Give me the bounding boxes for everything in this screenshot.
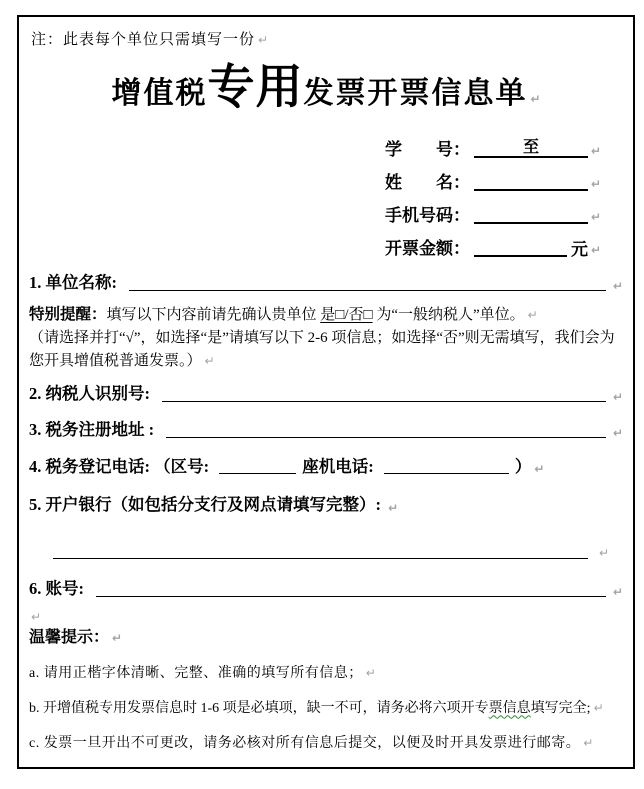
name-label: 姓 名： (385, 172, 470, 192)
pilcrow-mark: ↵ (258, 33, 270, 47)
tax-address-label: 3. 税务注册地址 : (29, 420, 159, 440)
student-number-line[interactable]: 至 (474, 139, 588, 159)
tips-header-row (29, 624, 623, 647)
amount-row (385, 226, 601, 259)
pilcrow-mark: ↵ (593, 700, 604, 715)
area-code-line[interactable] (219, 471, 296, 474)
tip-a-text: a. 请用正楷字体清晰、完整、准确的填写所有信息； (29, 665, 363, 681)
name-row (385, 160, 601, 193)
tip-b-text-after: 填写完全; (530, 700, 591, 716)
mobile-line[interactable] (474, 216, 588, 224)
taxpayer-id-row (29, 384, 623, 405)
taxpayer-id-label: 2. 纳税人识别号: (29, 384, 155, 404)
title-prefix: 增值税 (111, 77, 208, 110)
notice-lead: 特别提醒： (29, 305, 107, 323)
account-row (29, 579, 623, 600)
tip-b (29, 697, 623, 717)
mobile-label: 手机号码： (385, 205, 470, 225)
page-frame (17, 15, 635, 769)
pilcrow-mark: ↵ (590, 210, 601, 225)
title-emphasis: 专用 (207, 62, 304, 114)
taxpayer-id-line[interactable] (162, 399, 606, 402)
note-line (31, 28, 623, 49)
notice-text-after: 为“一般纳税人”单位。 (372, 306, 525, 323)
tax-address-row (29, 420, 623, 441)
tip-c-text: c. 发票一旦开出不可更改，请务必核对所有信息后提交，以便及时开具发票进行邮寄。 (29, 735, 581, 751)
notice-text-before: 填写以下内容前请先确认贵单位 (106, 306, 321, 323)
spellcheck-wavy-text: 票信息 (488, 700, 531, 716)
company-name-line[interactable] (129, 288, 606, 291)
account-line[interactable] (96, 594, 606, 597)
bank-label: 5. 开户银行（如包括分支行及网点请填写完整）: (29, 495, 386, 515)
mobile-row (385, 193, 601, 226)
notice-paren-text: （请选择并打“√”，如选择“是”请填写以下 2-6 项信息；如选择“否”则无需填写，我们会为您开具增值税普通发票。） (29, 330, 615, 369)
student-number-row (385, 127, 601, 160)
taxpayer-yes-no-checkboxes[interactable]: 是□/否□ (320, 306, 373, 323)
tax-phone-label: 4. 税务登记电话: (29, 456, 155, 476)
bank-fill-line-row (53, 546, 619, 559)
company-name-row (29, 273, 623, 294)
pilcrow-mark: ↵ (527, 307, 538, 322)
landline-label: 座机电话: (302, 456, 378, 476)
student-number-label: 学 号： (385, 139, 470, 159)
pilcrow-mark: ↵ (365, 665, 377, 680)
tip-c (29, 732, 623, 752)
pilcrow-mark: ↵ (612, 584, 623, 599)
pilcrow-mark: ↵ (534, 462, 545, 477)
pilcrow-mark: ↵ (31, 609, 42, 624)
bank-fill-line[interactable] (53, 556, 588, 559)
special-notice (29, 303, 623, 327)
amount-unit: 元 (570, 239, 588, 259)
page-title (29, 64, 623, 113)
pilcrow-mark: ↵ (388, 500, 399, 515)
pilcrow-mark: ↵ (530, 92, 541, 106)
header-fields-block (385, 127, 601, 259)
pilcrow-mark: ↵ (612, 390, 623, 405)
pilcrow-mark: ↵ (590, 243, 601, 258)
tip-b-text-before: b. 开增值税专用发票信息时 1-6 项是必填项，缺一不可，请务必将六项开专 (29, 700, 489, 716)
pilcrow-mark: ↵ (598, 545, 609, 560)
title-suffix: 发票开票信息单 (303, 77, 528, 110)
tax-address-line[interactable] (166, 435, 606, 438)
landline-line[interactable] (384, 471, 509, 474)
pilcrow-mark: ↵ (204, 353, 215, 368)
pilcrow-mark: ↵ (590, 144, 601, 159)
paren-close-text: ） (514, 456, 532, 476)
pilcrow-mark: ↵ (612, 278, 623, 293)
pilcrow-mark: ↵ (583, 735, 594, 750)
pilcrow-mark: ↵ (112, 630, 123, 645)
tip-a (29, 662, 623, 682)
account-label: 6. 账号: (29, 578, 89, 598)
amount-label: 开票金额： (385, 238, 470, 258)
tax-phone-row (29, 457, 623, 478)
empty-paragraph (31, 608, 623, 624)
bank-row (29, 495, 623, 516)
notice-paren-paragraph (29, 327, 623, 372)
pilcrow-mark: ↵ (612, 425, 623, 440)
area-code-label: （区号: (154, 456, 214, 476)
tips-header: 温馨提示： (29, 628, 110, 646)
note-text: 注：此表每个单位只需填写一份 (31, 32, 256, 48)
company-name-label: 1. 单位名称: (29, 273, 122, 293)
pilcrow-mark: ↵ (590, 177, 601, 192)
name-line[interactable] (474, 183, 588, 191)
amount-line[interactable] (474, 249, 567, 257)
